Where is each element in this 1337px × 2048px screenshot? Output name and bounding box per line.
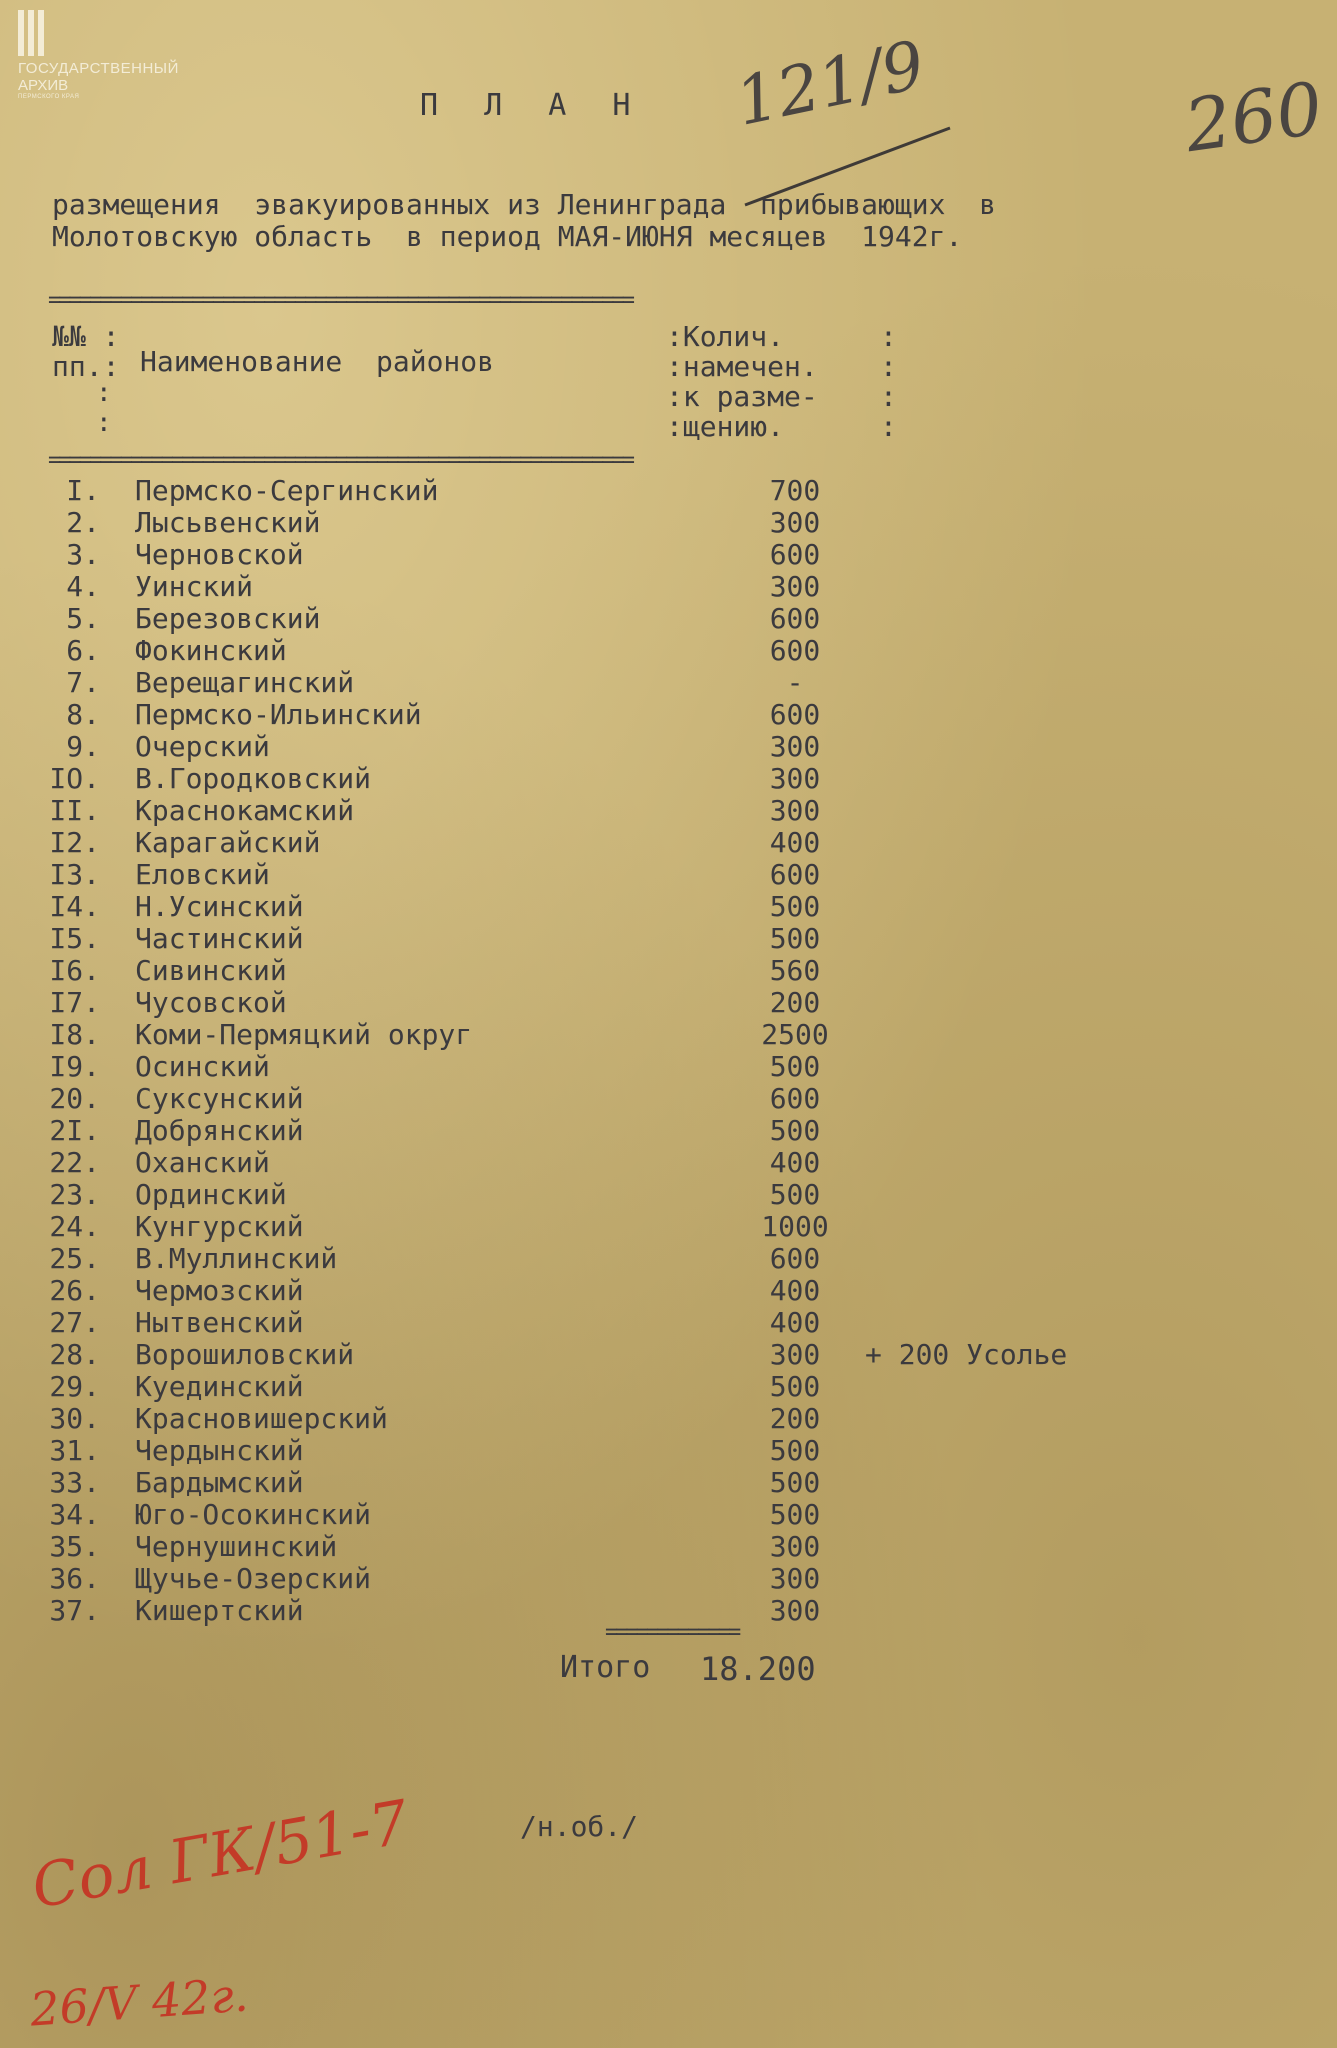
row-number: 30. xyxy=(49,1402,100,1435)
row-number: 31. xyxy=(49,1434,100,1467)
district-quantity: 2500 xyxy=(761,1018,829,1051)
district-name: Лысьвенский xyxy=(135,506,321,539)
table-row xyxy=(40,1274,1040,1306)
row-number: 20. xyxy=(49,1082,100,1115)
table-row xyxy=(40,1402,1040,1434)
table-row xyxy=(40,1242,1040,1274)
district-quantity: 600 xyxy=(769,698,821,731)
table-row xyxy=(40,1338,1068,1371)
district-quantity: 200 xyxy=(769,1402,821,1435)
logo-text-line1: ГОСУДАРСТВЕННЫЙ xyxy=(18,60,179,77)
row-number: 26. xyxy=(49,1274,100,1307)
district-name: Осинский xyxy=(135,1050,270,1083)
district-name: Карагайский xyxy=(135,826,321,859)
row-number: 37. xyxy=(49,1594,100,1627)
district-quantity: 700 xyxy=(769,474,821,507)
table-row xyxy=(40,602,1040,634)
table-row xyxy=(40,986,1040,1018)
district-quantity: 300 xyxy=(769,730,821,763)
handwritten-page-number: 260 xyxy=(1179,65,1328,169)
row-number: I2. xyxy=(49,826,100,859)
table-row xyxy=(40,698,1040,730)
district-name: Фокинский xyxy=(135,634,287,667)
row-number: I8. xyxy=(49,1018,100,1051)
table-row xyxy=(40,570,1040,602)
header-number-line2: пп.: xyxy=(52,350,120,383)
row-number: 8. xyxy=(66,698,100,731)
row-number: 4. xyxy=(66,570,100,603)
district-quantity: 300 xyxy=(769,794,821,827)
table-row xyxy=(40,1466,1040,1498)
district-quantity: 300 xyxy=(769,1530,821,1563)
header-qty-line2: :намечен. xyxy=(666,350,818,383)
district-name: Бардымский xyxy=(135,1466,304,1499)
district-name: Краснокамский xyxy=(135,794,355,827)
table-row xyxy=(40,1370,1040,1402)
district-name: Чернушинский xyxy=(135,1530,338,1563)
district-name: Щучье-Озерский xyxy=(135,1562,372,1595)
district-quantity: 300 xyxy=(769,1562,821,1595)
handwritten-resolution: Сол ГК/51-7 xyxy=(26,1787,414,1923)
row-number: 9. xyxy=(66,730,100,763)
district-name: Черновской xyxy=(135,538,304,571)
district-quantity: 1000 xyxy=(761,1210,829,1243)
district-name: Красновишерский xyxy=(135,1402,388,1435)
table-row xyxy=(40,1018,1040,1050)
district-quantity: 400 xyxy=(769,1306,821,1339)
district-name: Чердынский xyxy=(135,1434,304,1467)
district-name: Кунгурский xyxy=(135,1210,304,1243)
district-name: Ординский xyxy=(135,1178,287,1211)
header-qty-line1: :Колич. xyxy=(666,320,785,353)
row-number: I3. xyxy=(49,858,100,891)
district-quantity: 300 xyxy=(769,762,821,795)
table-row xyxy=(40,1306,1040,1338)
row-number: 23. xyxy=(49,1178,100,1211)
table-row xyxy=(40,474,1040,506)
district-quantity: 200 xyxy=(769,986,821,1019)
district-name: Верещагинский xyxy=(135,666,355,699)
total-label: Итого xyxy=(560,1650,651,1685)
district-name: Пермско-Ильинский xyxy=(135,698,422,731)
row-number: 33. xyxy=(49,1466,100,1499)
row-number: 34. xyxy=(49,1498,100,1531)
total-value: 18.200 xyxy=(700,1650,816,1688)
row-number: 29. xyxy=(49,1370,100,1403)
district-name: Пермско-Сергинский xyxy=(135,474,439,507)
row-number: 35. xyxy=(49,1530,100,1563)
row-note: + 200 Усолье xyxy=(865,1338,1068,1371)
row-number: 24. xyxy=(49,1210,100,1243)
district-quantity: 300 xyxy=(769,1594,821,1627)
table-row xyxy=(40,1210,1040,1242)
district-name: Кишертский xyxy=(135,1594,304,1627)
header-colon: : xyxy=(880,320,897,353)
archive-logo xyxy=(18,10,179,100)
row-number: I5. xyxy=(49,922,100,955)
row-number: 6. xyxy=(66,634,100,667)
header-colon: : xyxy=(96,408,112,438)
district-name: Н.Усинский xyxy=(135,890,304,923)
logo-text-line3: ПЕРМСКОГО КРАЯ xyxy=(18,94,80,100)
district-name: Нытвенский xyxy=(135,1306,304,1339)
district-quantity: 300 xyxy=(769,570,821,603)
header-colon: : xyxy=(96,378,112,408)
table-row xyxy=(40,826,1040,858)
table-row xyxy=(40,666,1040,698)
district-name: Очерский xyxy=(135,730,270,763)
row-number: 36. xyxy=(49,1562,100,1595)
row-number: 25. xyxy=(49,1242,100,1275)
header-qty-line4: :щению. xyxy=(666,410,785,443)
table-row xyxy=(40,538,1040,570)
row-number: I9. xyxy=(49,1050,100,1083)
total-separator: ============= xyxy=(605,1620,739,1645)
table-row xyxy=(40,1114,1040,1146)
table-row xyxy=(40,634,1040,666)
archive-logo-icon xyxy=(18,10,179,56)
table-row xyxy=(40,1434,1040,1466)
handwritten-date: 26/V 42г. xyxy=(28,1967,250,2037)
table-row xyxy=(40,1146,1040,1178)
row-number: II. xyxy=(49,794,100,827)
district-quantity: 500 xyxy=(769,890,821,923)
row-number: I6. xyxy=(49,954,100,987)
header-top-separator: ========================================================= xyxy=(48,288,632,313)
district-name: Суксунский xyxy=(135,1082,304,1115)
footer-note: /н.об./ xyxy=(520,1810,639,1843)
table-row xyxy=(40,794,1040,826)
header-qty-line3: :к разме- xyxy=(666,380,818,413)
row-number: I7. xyxy=(49,986,100,1019)
table-row xyxy=(40,1498,1040,1530)
district-quantity: 500 xyxy=(769,1178,821,1211)
district-quantity: 500 xyxy=(769,1466,821,1499)
district-quantity: 400 xyxy=(769,1146,821,1179)
table-row xyxy=(40,1178,1040,1210)
table-row xyxy=(40,506,1040,538)
district-quantity: 600 xyxy=(769,858,821,891)
district-name: Юго-Осокинский xyxy=(135,1498,372,1531)
district-name: Уинский xyxy=(135,570,254,603)
document-title: П Л А Н xyxy=(420,88,645,123)
row-number: 27. xyxy=(49,1306,100,1339)
header-bottom-separator: ========================================================= xyxy=(48,448,632,473)
district-name: Еловский xyxy=(135,858,270,891)
district-quantity: 400 xyxy=(769,826,821,859)
subtitle-line-2: Молотовскую область в период МАЯ-ИЮНЯ месяцев 1942г. xyxy=(52,220,963,253)
table-row xyxy=(40,1562,1040,1594)
district-quantity: 500 xyxy=(769,922,821,955)
table-row xyxy=(40,922,1040,954)
subtitle-line-1: размещения эвакуированных из Ленинграда прибывающих в xyxy=(52,188,997,221)
district-quantity: 600 xyxy=(769,602,821,635)
district-quantity: 500 xyxy=(769,1434,821,1467)
district-name: Оханский xyxy=(135,1146,270,1179)
district-quantity: 500 xyxy=(769,1370,821,1403)
row-number: 7. xyxy=(66,666,100,699)
header-number-line1: №№ : xyxy=(52,320,120,353)
table-row xyxy=(40,762,1040,794)
district-name: Березовский xyxy=(135,602,321,635)
district-quantity: 600 xyxy=(769,1082,821,1115)
district-quantity: 500 xyxy=(769,1050,821,1083)
row-number: 2I. xyxy=(49,1114,100,1147)
district-quantity: 500 xyxy=(769,1114,821,1147)
district-quantity: 600 xyxy=(769,634,821,667)
district-name: Куединский xyxy=(135,1370,304,1403)
row-number: 5. xyxy=(66,602,100,635)
row-number: 3. xyxy=(66,538,100,571)
header-colon: : xyxy=(880,410,897,443)
logo-text-line2: АРХИВ xyxy=(18,77,69,94)
district-name: Коми-Пермяцкий округ xyxy=(135,1018,473,1051)
table-row xyxy=(40,954,1040,986)
table-row xyxy=(40,730,1040,762)
row-number: 2. xyxy=(66,506,100,539)
table-row xyxy=(40,858,1040,890)
district-quantity: 300 xyxy=(769,506,821,539)
table-row xyxy=(40,1594,1040,1626)
table-row xyxy=(40,1530,1040,1562)
row-number: I4. xyxy=(49,890,100,923)
district-quantity: 500 xyxy=(769,1498,821,1531)
district-quantity: 400 xyxy=(769,1274,821,1307)
table-row xyxy=(40,1050,1040,1082)
row-number: I. xyxy=(66,474,100,507)
header-district-name: Наименование районов xyxy=(140,345,495,378)
handwritten-folio-number: 121/9 xyxy=(729,26,932,141)
district-name: Добрянский xyxy=(135,1114,304,1147)
table-row xyxy=(40,890,1040,922)
header-colon: : xyxy=(880,350,897,383)
header-colon: : xyxy=(880,380,897,413)
row-number: 28. xyxy=(49,1338,100,1371)
district-quantity: 600 xyxy=(769,1242,821,1275)
table-row xyxy=(40,1082,1040,1114)
district-name: Чусовской xyxy=(135,986,287,1019)
district-name: В.Муллинский xyxy=(135,1242,338,1275)
district-name: Частинский xyxy=(135,922,304,955)
district-name: Ворошиловский xyxy=(135,1338,355,1371)
district-name: В.Городковский xyxy=(135,762,372,795)
district-quantity: 560 xyxy=(769,954,821,987)
district-name: Чермозский xyxy=(135,1274,304,1307)
row-number: 22. xyxy=(49,1146,100,1179)
district-quantity: 300 xyxy=(769,1338,821,1371)
district-name: Сивинский xyxy=(135,954,287,987)
district-quantity: 600 xyxy=(769,538,821,571)
district-quantity: - xyxy=(786,666,804,699)
row-number: IO. xyxy=(49,762,100,795)
